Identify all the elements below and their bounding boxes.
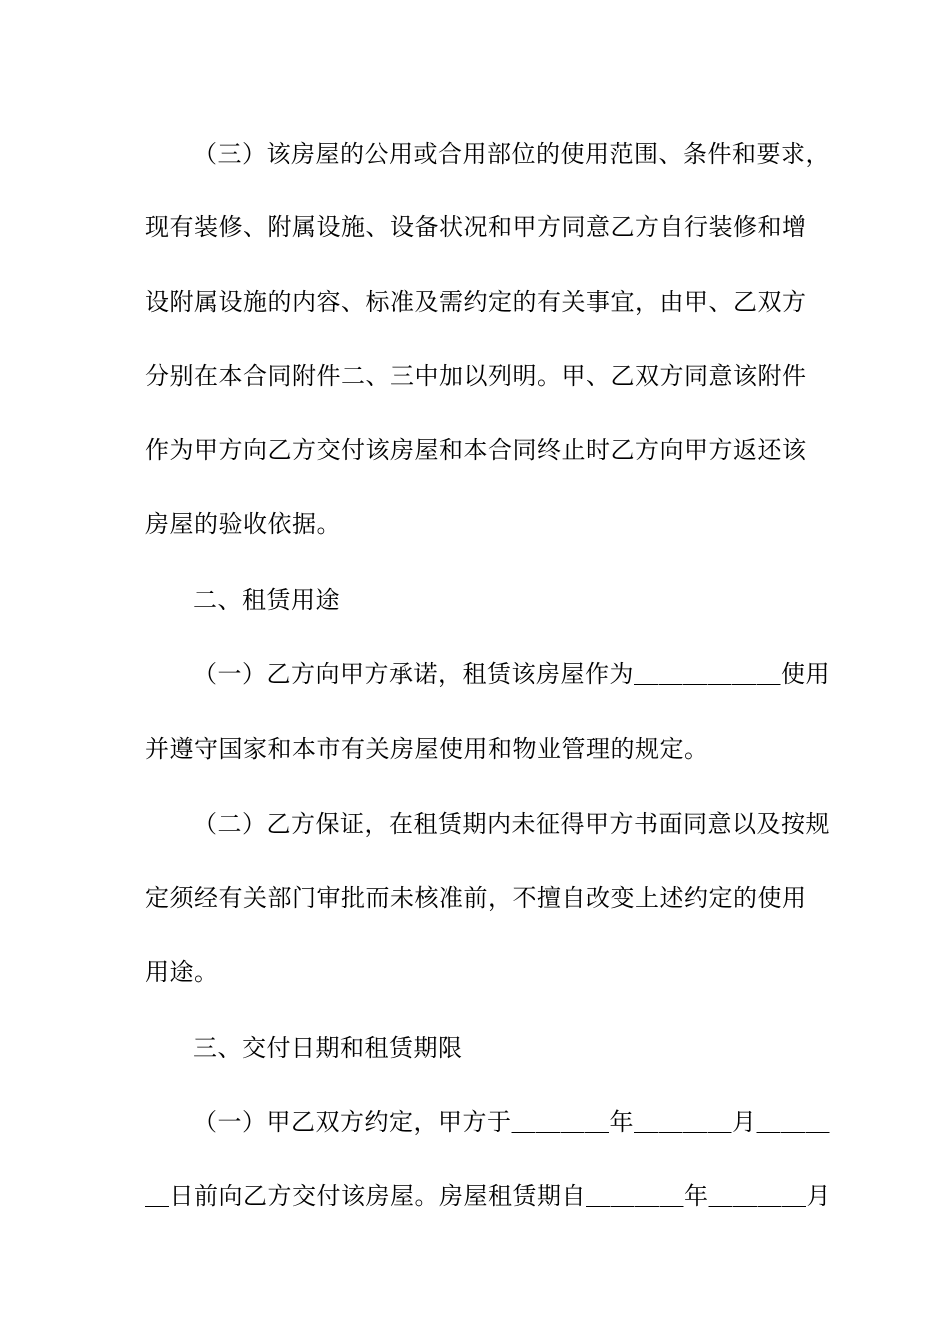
paragraph-line: （二）乙方保证，在租赁期内未征得甲方书面同意以及按规 <box>193 810 830 838</box>
section-heading: 二、租赁用途 <box>193 586 340 614</box>
paragraph-line: ＿日前向乙方交付该房屋。房屋租赁期自＿＿＿＿年＿＿＿＿月 <box>145 1182 831 1210</box>
paragraph-line: 现有装修、附属设施、设备状况和甲方同意乙方自行装修和增 <box>145 213 807 241</box>
paragraph-line: 房屋的验收依据。 <box>145 510 341 538</box>
paragraph-line: 用途。 <box>145 958 219 986</box>
paragraph-line: 作为甲方向乙方交付该房屋和本合同终止时乙方向甲方返还该 <box>145 436 807 464</box>
paragraph-line: 设附属设施的内容、标准及需约定的有关事宜，由甲、乙双方 <box>145 288 807 316</box>
paragraph-line: 并遵守国家和本市有关房屋使用和物业管理的规定。 <box>145 735 709 763</box>
paragraph-line: （三）该房屋的公用或合用部位的使用范围、条件和要求， <box>193 140 830 168</box>
paragraph-line: （一）乙方向甲方承诺，租赁该房屋作为＿＿＿＿＿＿使用 <box>193 660 830 688</box>
section-heading: 三、交付日期和租赁期限 <box>193 1034 463 1062</box>
paragraph-line: 分别在本合同附件二、三中加以列明。甲、乙双方同意该附件 <box>145 362 807 390</box>
paragraph-line: （一）甲乙双方约定，甲方于＿＿＿＿年＿＿＿＿月＿＿＿ <box>193 1108 830 1136</box>
paragraph-line: 定须经有关部门审批而未核准前，不擅自改变上述约定的使用 <box>145 884 807 912</box>
